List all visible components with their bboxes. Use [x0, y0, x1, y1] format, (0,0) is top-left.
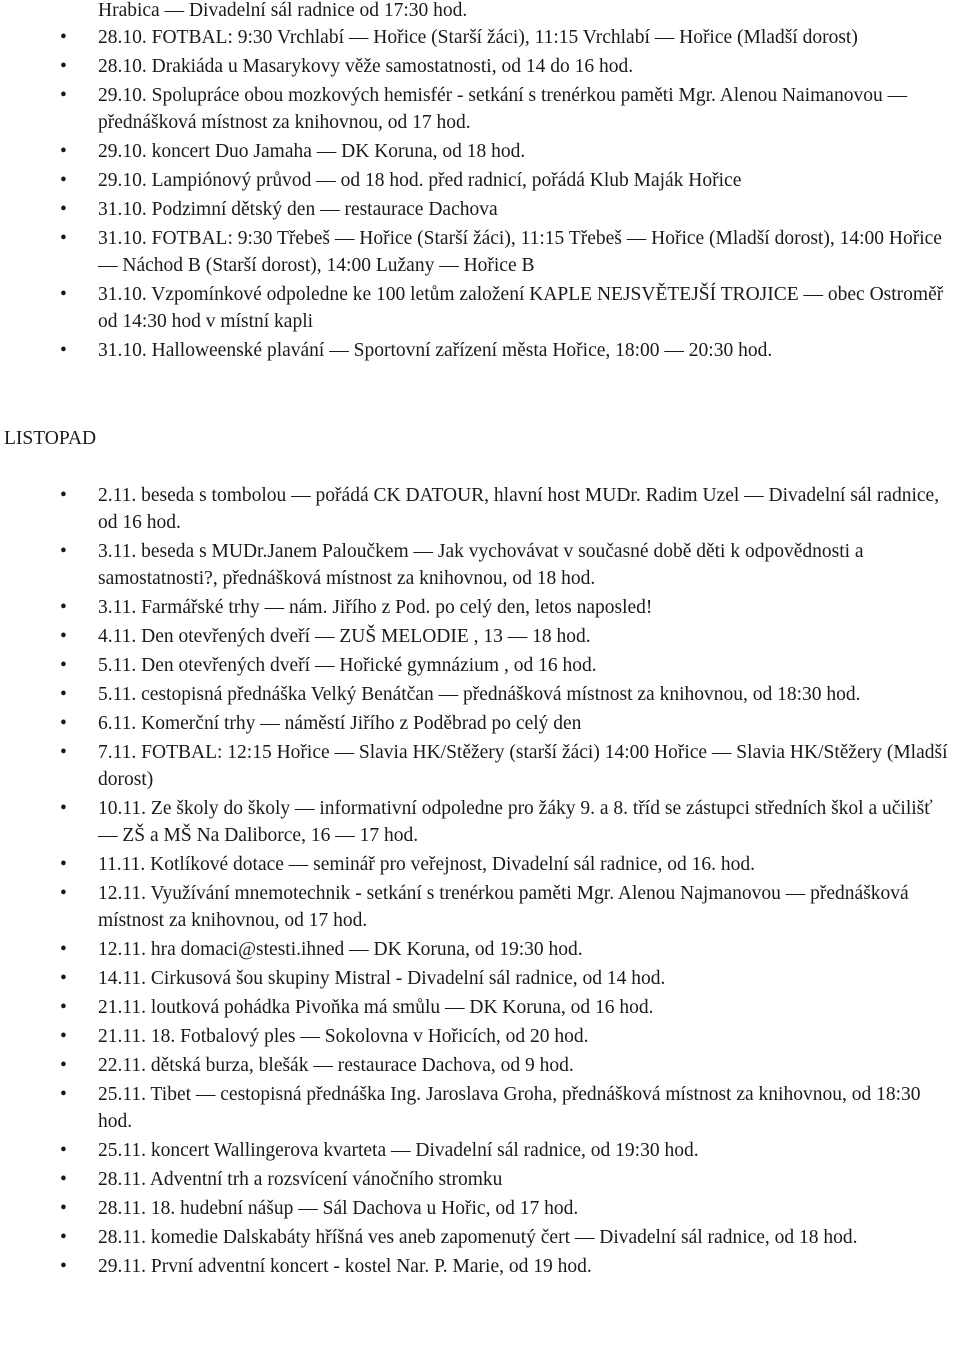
october-event-list [0, 24, 960, 366]
month-heading: LISTOPAD [4, 428, 97, 449]
event-item: • 31.10. FOTBAL: 9:30 Třebeš — Hořice (Starší žáci), 11:15 Třebeš — Hořice (Mladší dorost), 14:00 Hořice — Náchod B (Starší dorost), 14:00 Lužany — Hořice B [0, 225, 960, 279]
event-item: • 2.11. beseda s tombolou — pořádá CK DATOUR, hlavní host MUDr. Radim Uzel — Divadelní sál radnice, od 16 hod. [0, 482, 960, 536]
event-item: • 22.11. dětská burza, blešák — restaurace Dachova, od 9 hod. [0, 1052, 960, 1079]
event-item: • 28.10. Drakiáda u Masarykovy věže samostatnosti, od 14 do 16 hod. [0, 53, 960, 80]
event-item: • 31.10. Vzpomínkové odpoledne ke 100 letům založení KAPLE NEJSVĚTEJŠÍ TROJICE — obec Ostroměř od 14:30 hod v místní kapli [0, 281, 960, 335]
event-item: • 29.10. Spolupráce obou mozkových hemisfér - setkání s trenérkou paměti Mgr. Alenou Naimanovou — přednášková místnost za knihovnou, od 17 hod. [0, 82, 960, 136]
event-item: • 10.11. Ze školy do školy — informativní odpoledne pro žáky 9. a 8. tříd se zástupci středních škol a učilišť — ZŠ a MŠ Na Daliborce, 16 — 17 hod. [0, 795, 960, 849]
event-item: • 29.10. Lampiónový průvod — od 18 hod. před radnicí, pořádá Klub Maják Hořice [0, 167, 960, 194]
event-item: • 31.10. Podzimní dětský den — restaurace Dachova [0, 196, 960, 223]
november-event-list [0, 482, 960, 1282]
event-item: • 6.11. Komerční trhy — náměstí Jiřího z Poděbrad po celý den [0, 710, 960, 737]
event-item: • 29.10. koncert Duo Jamaha — DK Koruna, od 18 hod. [0, 138, 960, 165]
continued-event-line: Hrabica — Divadelní sál radnice od 17:30 hod. [98, 0, 468, 21]
event-item: • 4.11. Den otevřených dveří — ZUŠ MELODIE , 13 — 18 hod. [0, 623, 960, 650]
event-item: • 14.11. Cirkusová šou skupiny Mistral - Divadelní sál radnice, od 14 hod. [0, 965, 960, 992]
event-item: • 7.11. FOTBAL: 12:15 Hořice — Slavia HK/Stěžery (starší žáci) 14:00 Hořice — Slavia HK/Stěžery (Mladší dorost) [0, 739, 960, 793]
event-item: • 28.11. komedie Dalskabáty hříšná ves aneb zapomenutý čert — Divadelní sál radnice, od 18 hod. [0, 1224, 960, 1251]
event-item: • 25.11. Tibet — cestopisná přednáška Ing. Jaroslava Groha, přednášková místnost za knihovnou, od 18:30 hod. [0, 1081, 960, 1135]
event-item: • 11.11. Kotlíkové dotace — seminář pro veřejnost, Divadelní sál radnice, od 16. hod. [0, 851, 960, 878]
event-item: • 3.11. Farmářské trhy — nám. Jiřího z Pod. po celý den, letos naposled! [0, 594, 960, 621]
event-item: • 12.11. hra domaci@stesti.ihned — DK Koruna, od 19:30 hod. [0, 936, 960, 963]
event-item: • 12.11. Využívání mnemotechnik - setkání s trenérkou paměti Mgr. Alenou Najmanovou — přednášková místnost za knihovnou, od 17 hod. [0, 880, 960, 934]
event-item: • 31.10. Halloweenské plavání — Sportovní zařízení města Hořice, 18:00 — 20:30 hod. [0, 337, 960, 364]
event-item: • 3.11. beseda s MUDr.Janem Paloučkem — Jak vychovávat v současné době děti k odpovědnosti a samostatnosti?, přednášková místnost za knihovnou, od 18 hod. [0, 538, 960, 592]
event-item: • 21.11. 18. Fotbalový ples — Sokolovna v Hořicích, od 20 hod. [0, 1023, 960, 1050]
event-item: • 5.11. cestopisná přednáška Velký Benátčan — přednášková místnost za knihovnou, od 18:30 hod. [0, 681, 960, 708]
event-item: • 28.10. FOTBAL: 9:30 Vrchlabí — Hořice (Starší žáci), 11:15 Vrchlabí — Hořice (Mladší dorost) [0, 24, 960, 51]
event-item: • 25.11. koncert Wallingerova kvarteta — Divadelní sál radnice, od 19:30 hod. [0, 1137, 960, 1164]
event-item: • 5.11. Den otevřených dveří — Hořické gymnázium , od 16 hod. [0, 652, 960, 679]
event-item: • 21.11. loutková pohádka Pivoňka má smůlu — DK Koruna, od 16 hod. [0, 994, 960, 1021]
event-item: • 29.11. První adventní koncert - kostel Nar. P. Marie, od 19 hod. [0, 1253, 960, 1280]
event-item: • 28.11. 18. hudební nášup — Sál Dachova u Hořic, od 17 hod. [0, 1195, 960, 1222]
event-item: • 28.11. Adventní trh a rozsvícení vánočního stromku [0, 1166, 960, 1193]
